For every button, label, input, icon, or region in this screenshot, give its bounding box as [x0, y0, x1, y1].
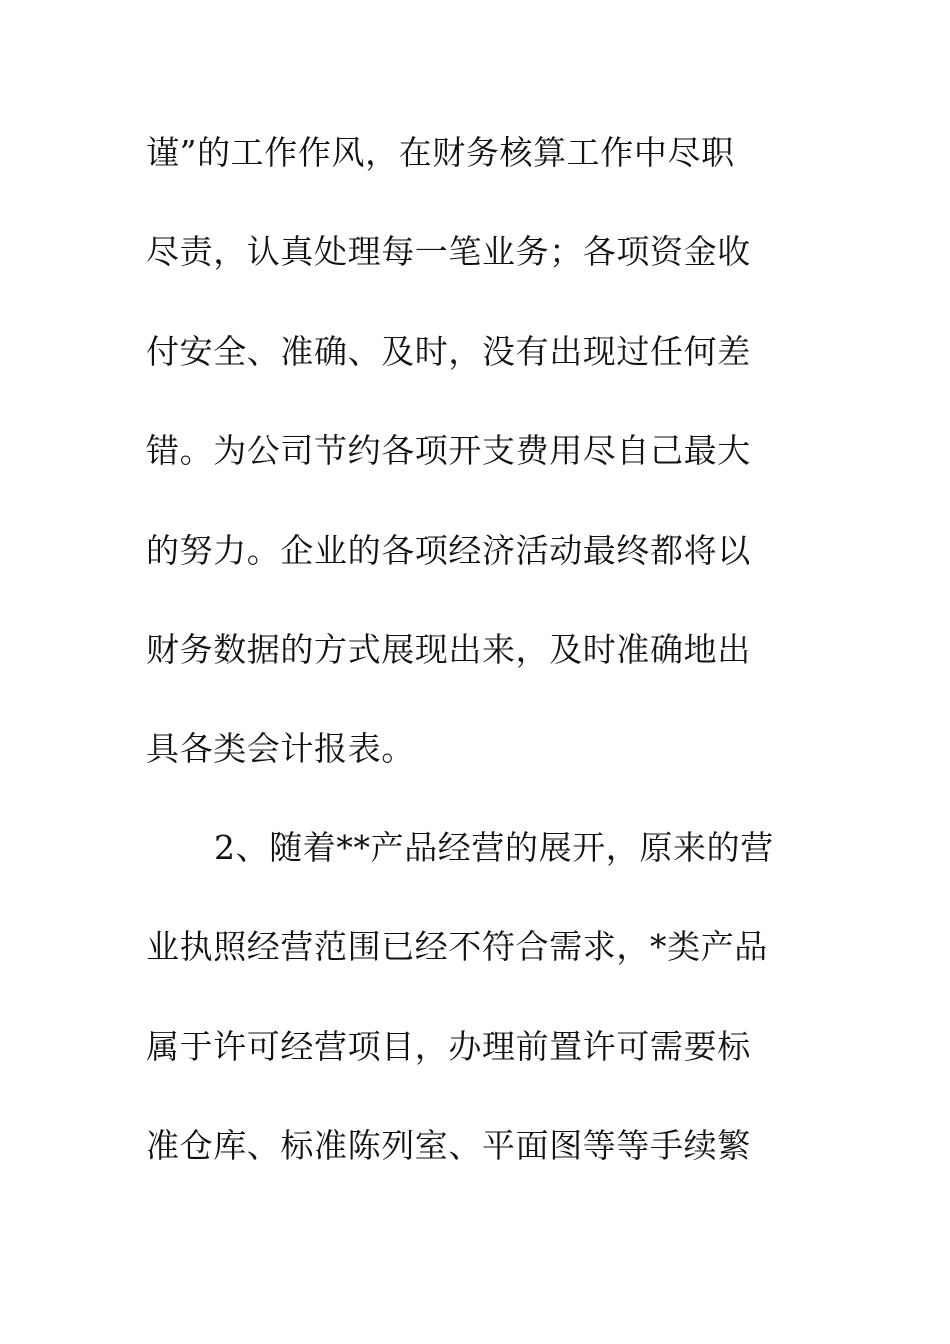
paragraph-2-line-1: 2、随着**产品经营的展开，原来的营	[214, 828, 774, 867]
paragraph-1-line-6: 财务数据的方式展现出来，及时准确地出	[146, 630, 751, 669]
paragraph-2-line-2: 业执照经营范围已经不符合需求，*类产品	[146, 927, 768, 966]
paragraph-1-line-4: 错。为公司节约各项开支费用尽自己最大	[146, 431, 751, 470]
paragraph-2-line-3: 属于许可经营项目，办理前置许可需要标	[146, 1027, 751, 1066]
paragraph-1-line-2: 尽责，认真处理每一笔业务；各项资金收	[146, 232, 751, 271]
paragraph-1-line-5: 的努力。企业的各项经济活动最终都将以	[146, 531, 751, 570]
paragraph-2-line-4: 准仓库、标准陈列室、平面图等等手续繁	[146, 1126, 751, 1165]
paragraph-1-line-3: 付安全、准确、及时，没有出现过任何差	[146, 332, 751, 371]
paragraph-1-line-7: 具各类会计报表。	[146, 729, 415, 768]
paragraph-1-line-1: 谨”的工作作风，在财务核算工作中尽职	[146, 133, 735, 172]
